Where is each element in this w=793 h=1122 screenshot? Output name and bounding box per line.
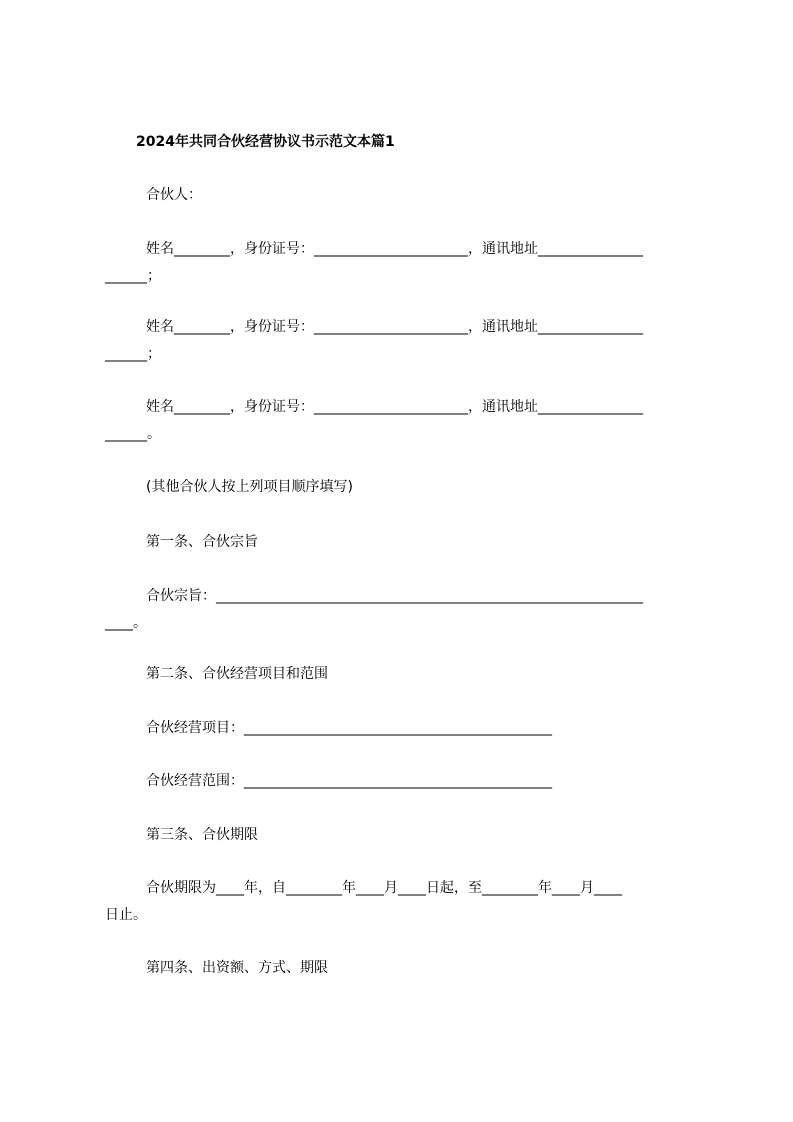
document-title: 2024年共同合伙经营协议书示范文本篇1 [136, 134, 395, 150]
partner-3-line: 姓名________，身份证号：______________________，通讯地址_______________ [146, 399, 643, 415]
article-1-heading: 第一条、合伙宗旨 [146, 534, 258, 550]
article-1-purpose-line-end: ____。 [105, 615, 147, 631]
article-3-term-line-end: 日止。 [105, 907, 147, 923]
partner-2-line-end: ______； [105, 346, 161, 362]
other-partners-note: (其他合伙人按上列项目顺序填写) [146, 479, 353, 495]
article-3-term-line: 合伙期限为____年，自________年____月____日起，至________年____月____ [146, 880, 622, 896]
article-2-scope-line: 合伙经营范围：____________________________________________ [146, 773, 552, 789]
article-1-purpose-line: 合伙宗旨：_____________________________________________________________ [146, 588, 643, 604]
article-2-project-line: 合伙经营项目：____________________________________________ [146, 720, 552, 736]
article-4-heading: 第四条、出资额、方式、期限 [146, 960, 328, 976]
partner-2-line: 姓名________，身份证号：______________________，通讯地址_______________ [146, 319, 643, 335]
article-2-heading: 第二条、合伙经营项目和范围 [146, 666, 328, 682]
partner-1-line: 姓名________，身份证号：______________________，通讯地址_______________ [146, 241, 643, 257]
article-3-heading: 第三条、合伙期限 [146, 827, 258, 843]
partner-3-line-end: ______。 [105, 426, 161, 442]
partner-1-line-end: ______； [105, 268, 161, 284]
partners-label: 合伙人： [146, 187, 202, 203]
